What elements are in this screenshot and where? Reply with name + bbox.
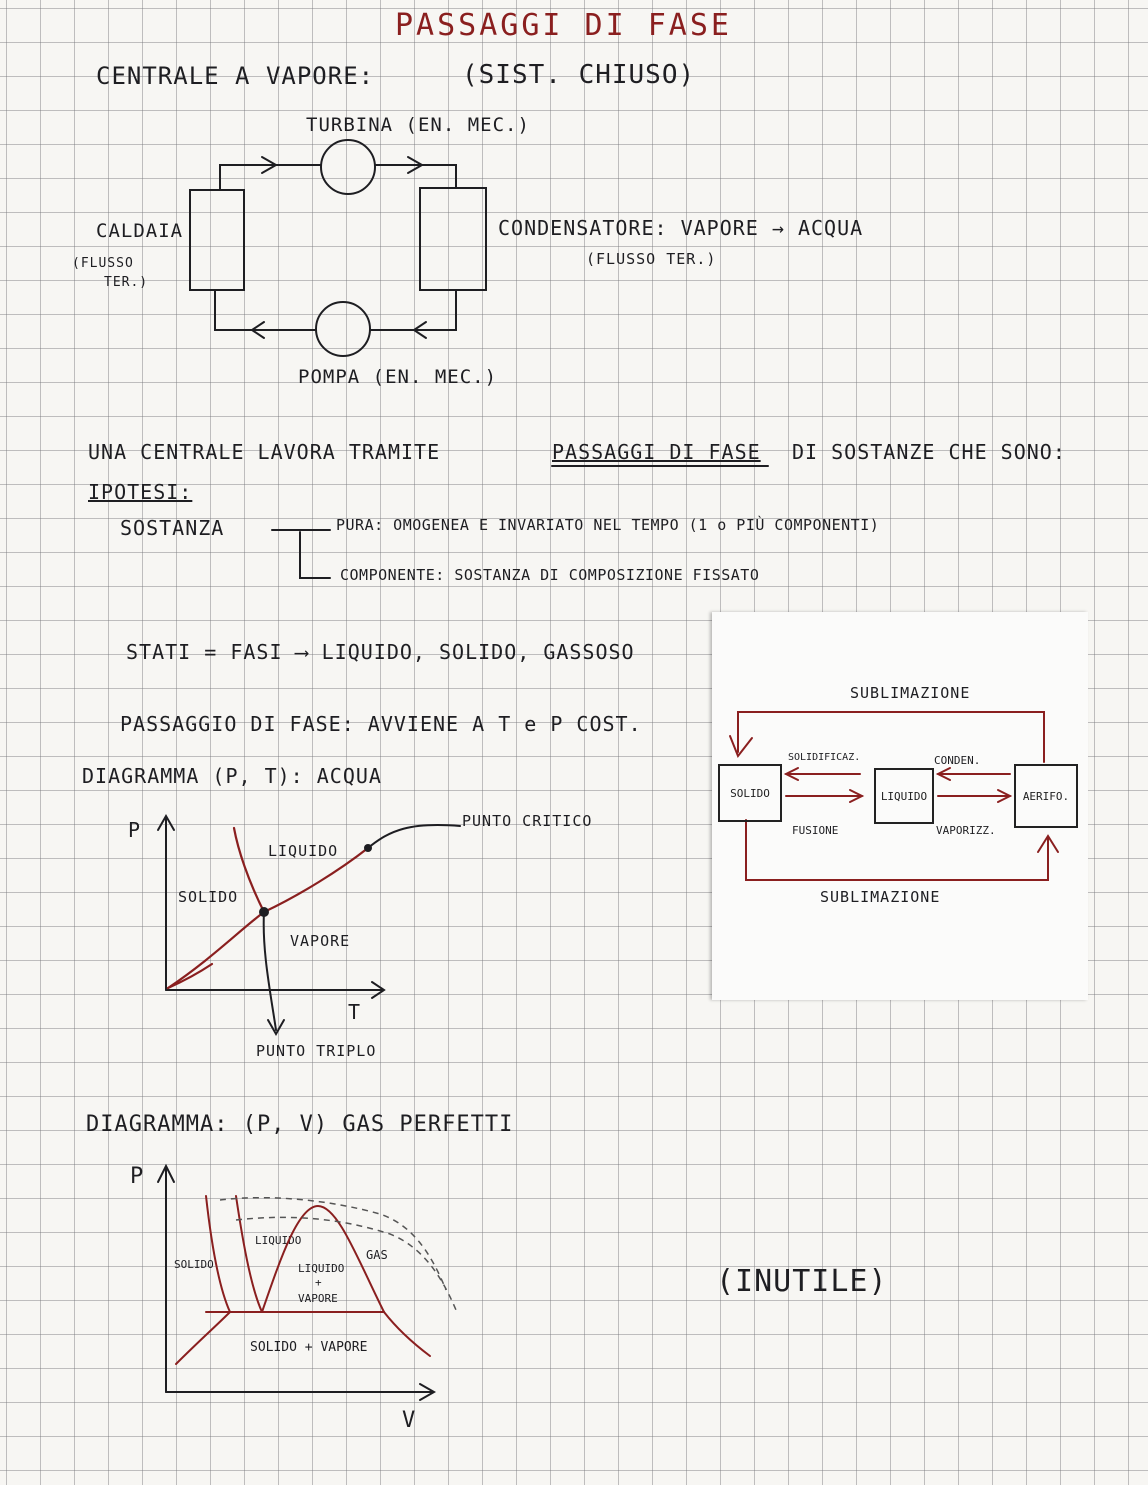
- pt-vapore: VAPORE: [290, 932, 351, 950]
- pv-solid-line: [206, 1196, 230, 1312]
- pipe-bottom-right: [370, 290, 456, 330]
- critico-pointer: [368, 825, 460, 848]
- inset-aeriforme-box: [1014, 764, 1078, 828]
- pompa-label: POMPA (EN. MEC.): [298, 366, 498, 388]
- pv-liquido: LIQUIDO: [255, 1234, 302, 1247]
- pt-solido: SOLIDO: [178, 888, 239, 906]
- bracket-branch: [300, 532, 330, 578]
- fusion-curve: [234, 828, 264, 912]
- triple-point-dot: [259, 907, 269, 917]
- inset-liquido-box: [874, 768, 934, 824]
- inset-liquido-label: LIQUIDO: [880, 789, 928, 803]
- pt-liquido: LIQUIDO: [268, 842, 339, 860]
- pv-dome: [262, 1206, 384, 1312]
- sostanza-label: SOSTANZA: [120, 516, 225, 540]
- pt-p-label: P: [128, 818, 142, 842]
- inset-vaporizz: VAPORIZZ.: [936, 824, 996, 837]
- inset-sublimazione-bottom: SUBLIMAZIONE: [820, 888, 941, 906]
- caldaia-label: CALDAIA: [96, 220, 184, 242]
- pv-liquido-vapore-2: +: [315, 1276, 322, 1289]
- caldaia-note-2: TER.): [104, 275, 149, 290]
- caldaia-note-1: (FLUSSO: [72, 256, 134, 271]
- caldaia-box: [190, 190, 244, 290]
- ipotesi-label: IPOTESI:: [88, 480, 193, 504]
- vaporization-curve: [264, 848, 368, 912]
- intro-underlined: PASSAGGI DI FASE: [552, 440, 761, 464]
- condensatore-note: (FLUSSO TER.): [586, 250, 717, 268]
- sublimazione-top-path: [738, 712, 1044, 762]
- page-title: PASSAGGI DI FASE: [395, 8, 732, 43]
- stati-line: STATI = FASI ⟶ LIQUIDO, SOLIDO, GASSOSO: [126, 640, 635, 664]
- intro-line: UNA CENTRALE LAVORA TRAMITE: [88, 440, 441, 464]
- centrale-system: (SIST. CHIUSO): [462, 60, 696, 90]
- triplo-pointer: [264, 912, 276, 1030]
- pv-note: (INUTILE): [716, 1264, 888, 1299]
- pv-solido: SOLIDO: [174, 1258, 214, 1271]
- pv-diagram-title: DIAGRAMMA: (P, V) GAS PERFETTI: [86, 1112, 514, 1137]
- pv-v-label: V: [402, 1408, 417, 1433]
- critical-point-dot: [364, 844, 372, 852]
- turbina-circle: [321, 140, 375, 194]
- pt-punto-critico: PUNTO CRITICO: [462, 812, 593, 830]
- intro-line-end: DI SOSTANZE CHE SONO:: [792, 440, 1066, 464]
- pipe-bottom-left: [215, 290, 316, 330]
- inset-fusione: FUSIONE: [792, 824, 839, 837]
- passaggio-line: PASSAGGIO DI FASE: AVVIENE A T e P COST.: [120, 712, 642, 736]
- inset-solido-box: [718, 764, 782, 822]
- condensatore-label: CONDENSATORE: VAPORE → ACQUA: [498, 216, 864, 240]
- condensatore-box: [420, 188, 486, 290]
- turbina-label: TURBINA (EN. MEC.): [306, 114, 530, 136]
- pv-liquido-vapore-1: LIQUIDO: [298, 1262, 345, 1275]
- inset-sublimazione-top: SUBLIMAZIONE: [850, 684, 971, 702]
- componente-definition: COMPONENTE: SOSTANZA DI COMPOSIZIONE FISSATO: [340, 566, 760, 584]
- pv-p-label: P: [130, 1164, 145, 1189]
- centrale-heading: CENTRALE A VAPORE:: [96, 62, 375, 90]
- pt-punto-triplo: PUNTO TRIPLO: [256, 1042, 377, 1060]
- inset-solidificaz: SOLIDIFICAZ.: [788, 752, 861, 763]
- inset-conden: CONDEN.: [934, 754, 981, 767]
- pv-isotherm-2: [236, 1217, 456, 1310]
- pt-diagram-title: DIAGRAMMA (P, T): ACQUA: [82, 764, 382, 788]
- pt-t-label: T: [348, 1000, 362, 1024]
- inset-solido-label: SOLIDO: [730, 786, 770, 800]
- phase-transition-inset: [712, 612, 1088, 1000]
- pv-gas: GAS: [366, 1248, 388, 1262]
- pv-liquido-vapore-3: VAPORE: [298, 1292, 338, 1305]
- sublimation-curve: [168, 912, 264, 988]
- pv-isotherm-1: [220, 1198, 446, 1290]
- pv-solido-vapore: SOLIDO + VAPORE: [250, 1340, 368, 1355]
- pura-definition: PURA: OMOGENEA E INVARIATO NEL TEMPO (1 o PIÙ COMPONENTI): [336, 516, 880, 534]
- pompa-circle: [316, 302, 370, 356]
- inset-aeriforme-label: AERIFO.: [1022, 789, 1070, 803]
